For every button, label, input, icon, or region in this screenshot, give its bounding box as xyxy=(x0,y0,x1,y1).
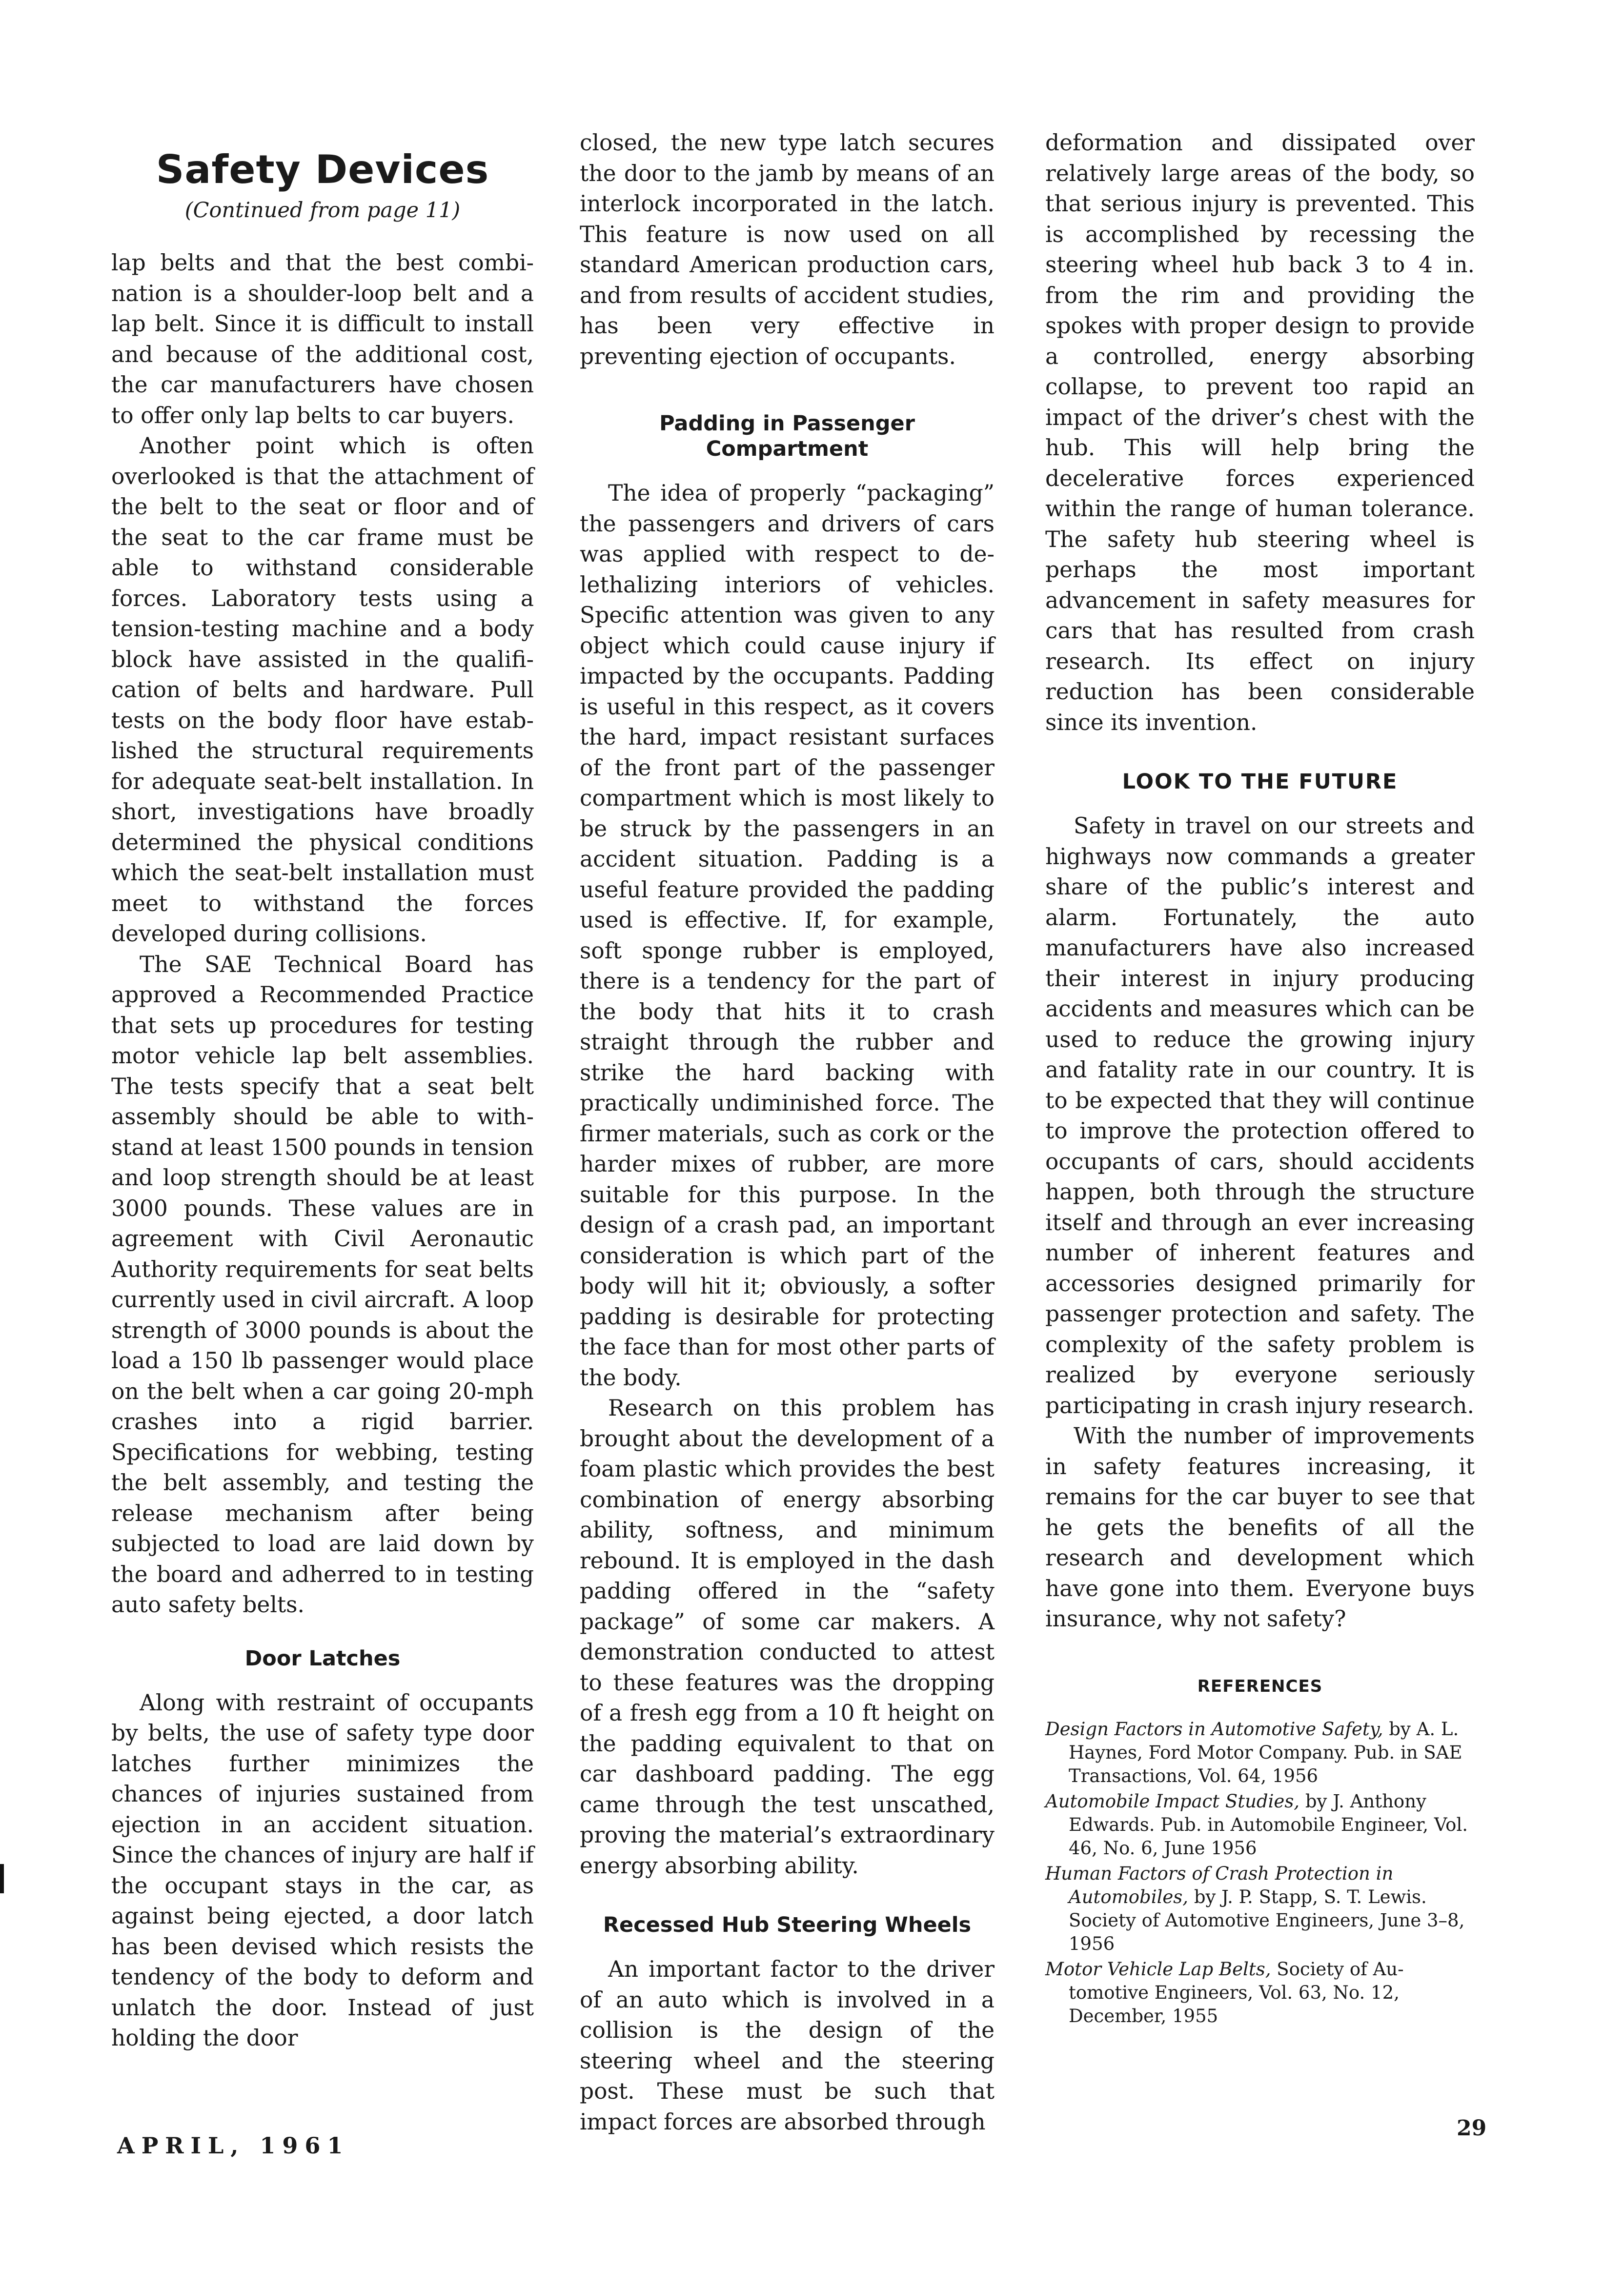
section-heading-recessed-hub: Recessed Hub Steering Wheels xyxy=(603,1913,972,1937)
paragraph: Safety in travel on our streets and highways now commands a greater share of the public’s interest and alarm. Fortunately, the auto manufacturers have also increased their interest in injury producing accidents and measures which can be used to reduce the growing injury and fatality rate in our country. It is to be expected that they will continue to improve the protection offered to occupants of cars, should accidents happen, both through the structure itself and through an ever increasing number of inherent features and accessories designed primarily for passenger protection and safety. The complexity of the safety problem is realized by everyone seriously participating in crash injury research. xyxy=(1045,813,1475,1419)
article-title: Safety Devices xyxy=(156,147,489,192)
column-1 xyxy=(111,129,534,2054)
reference-details: by J. Anthony Edwards. Pub. in Automobile Engineer, Vol. 46, No. 6, June 1956 xyxy=(1069,1790,1468,1859)
reference-title: Automobile Impact Studies, xyxy=(1045,1790,1300,1812)
reference-item xyxy=(1045,1958,1475,2028)
footer-date: APRIL, 1961 xyxy=(117,2132,350,2159)
reference-item xyxy=(1045,1718,1475,1788)
paragraph: Research on this problem has brought about the development of a foam plastic which provides the best combination of energy absorbing ability, softness, and minimum rebound. It is employed in the dash padding offered in the “safety package” of some car makers. A demonstration conducted to attest to these features was the dropping of a fresh egg from a 10 ft height on the padding equivalent to that on car dashboard padding. The egg came through the test unscathed, proving the material’s extraordinary energy absorbing ability. xyxy=(580,1395,995,1879)
page-number: 29 xyxy=(1457,2116,1487,2141)
paragraph: The SAE Technical Board has approved a Recommended Practice that sets up procedures for testing motor vehicle lap belt assemblies. The tests specify that a seat belt assembly should be able to withstand at least 1500 pounds in tension and loop strength should be at least 3000 pounds. These values are in agreement with Civil Aeronautic Authority requirements for seat belts currently used in civil aircraft. A loop strength of 3000 pounds is about the load a 150 lb passenger would place on the belt when a car going 20-mph crashes into a rigid barrier. Specifications for webbing, testing the belt assembly, and testing the release mechanism after being subjected to load are laid down by the board and adherred to in testing auto safety belts. xyxy=(111,951,534,1618)
paragraph: lap belts and that the best combination is a shoulder-loop belt and a lap belt. Since it is difficult to install and because of the additional cost, the car manufacturers have chosen to offer only lap belts to car buyers. xyxy=(111,250,534,428)
reference-item xyxy=(1045,1790,1475,1860)
paragraph: Along with restraint of occupants by belts, the use of safety type door latches further minimizes the chances of injuries sustained from ejection in an accident situation. Since the chances of injury are half if the occupant stays in the car, as against being ejected, a door latch has been devised which resists the tendency of the body to deform and unlatch the door. Instead of just holding the door xyxy=(111,1689,534,2051)
section-heading-look-to-the-future: LOOK TO THE FUTURE xyxy=(1122,770,1398,794)
reference-details: Society of Automotive Engineers, Vol. 63, No. 12, December, 1955 xyxy=(1069,1958,1404,2027)
references-list xyxy=(1045,1718,1475,2028)
reference-title: Design Factors in Automotive Safety, xyxy=(1045,1718,1383,1740)
section-heading-padding: Padding in Passenger Compartment xyxy=(659,411,915,461)
section-heading-references: REFERENCES xyxy=(1197,1676,1323,1696)
column-2 xyxy=(580,128,995,2137)
column-3 xyxy=(1045,128,1475,2030)
paragraph: An important factor to the driver of an auto which is involved in a collision is the design of the steering wheel and the steering post. These must be such that impact forces are absorbed through xyxy=(580,1956,995,2135)
scan-edge-mark xyxy=(0,1864,4,1893)
reference-details: by A. L. Haynes, Ford Motor Company. Pub. in SAE Transactions, Vol. 64, 1956 xyxy=(1069,1718,1462,1786)
paragraph: deformation and dissipated over relatively large areas of the body, so that serious injury is prevented. This is accomplished by recessing the steering wheel hub back 3 to 4 in. from the rim and providing the spokes with proper design to provide a controlled, energy absorbing collapse, to prevent too rapid an impact of the driver’s chest with the hub. This will help bring the decelerative forces experienced within the range of human tolerance. The safety hub steering wheel is perhaps the most important advancement in safety measures for cars that has resulted from crash research. Its effect on injury reduction has been considerable since its invention. xyxy=(1045,130,1475,735)
reference-title: Human Factors of Crash Protection in Automobiles, xyxy=(1045,1863,1394,1907)
article-subtitle: (Continued from page 11) xyxy=(184,198,461,223)
section-heading-door-latches: Door Latches xyxy=(244,1646,401,1671)
paragraph: Another point which is often overlooked is that the attachment of the belt to the seat or floor and of the seat to the car frame must be able to withstand considerable forces. Laboratory tests using a tension-testing machine and a body block have assisted in the qualification of belts and hardware. Pull tests on the body floor have established the structural requirements for adequate seat-belt installation. In short, investigations have broadly determined the physical conditions which the seat-belt installation must meet to withstand the forces developed during collisions. xyxy=(111,433,534,947)
paragraph: The idea of properly “packaging” the passengers and drivers of cars was applied with respect to delethalizing interiors of vehicles. Specific attention was given to any object which could cause injury if impacted by the occupants. Padding is useful in this respect, as it covers the hard, impact resistant surfaces of the front part of the passenger compartment which is most likely to be struck by the passengers in an accident situation. Padding is a useful feature provided the padding used is effective. If, for example, soft sponge rubber is employed, there is a tendency for the part of the body that hits it to crash straight through the rubber and strike the hard backing with practically undiminished force. The firmer materials, such as cork or the harder mixes of rubber, are more suitable for this purpose. In the design of a crash pad, an important consideration is which part of the body will hit it; obviously, a softer padding is desirable for protecting the face than for most other parts of the body. xyxy=(580,480,995,1391)
reference-title: Motor Vehicle Lap Belts, xyxy=(1045,1958,1271,1980)
reference-item xyxy=(1045,1862,1475,1956)
paragraph: With the number of improvements in safety features increasing, it remains for the car buyer to see that he gets the benefits of all the research and development which have gone into them. Everyone buys insurance, why not safety? xyxy=(1045,1423,1475,1632)
paragraph: closed, the new type latch secures the door to the jamb by means of an interlock incorporated in the latch. This feature is now used on all standard American production cars, and from results of accident studies, has been very effective in preventing ejection of occupants. xyxy=(580,130,995,369)
reference-details: by J. P. Stapp, S. T. Lewis. Society of Automotive Engineers, June 3–8, 1956 xyxy=(1069,1886,1465,1954)
